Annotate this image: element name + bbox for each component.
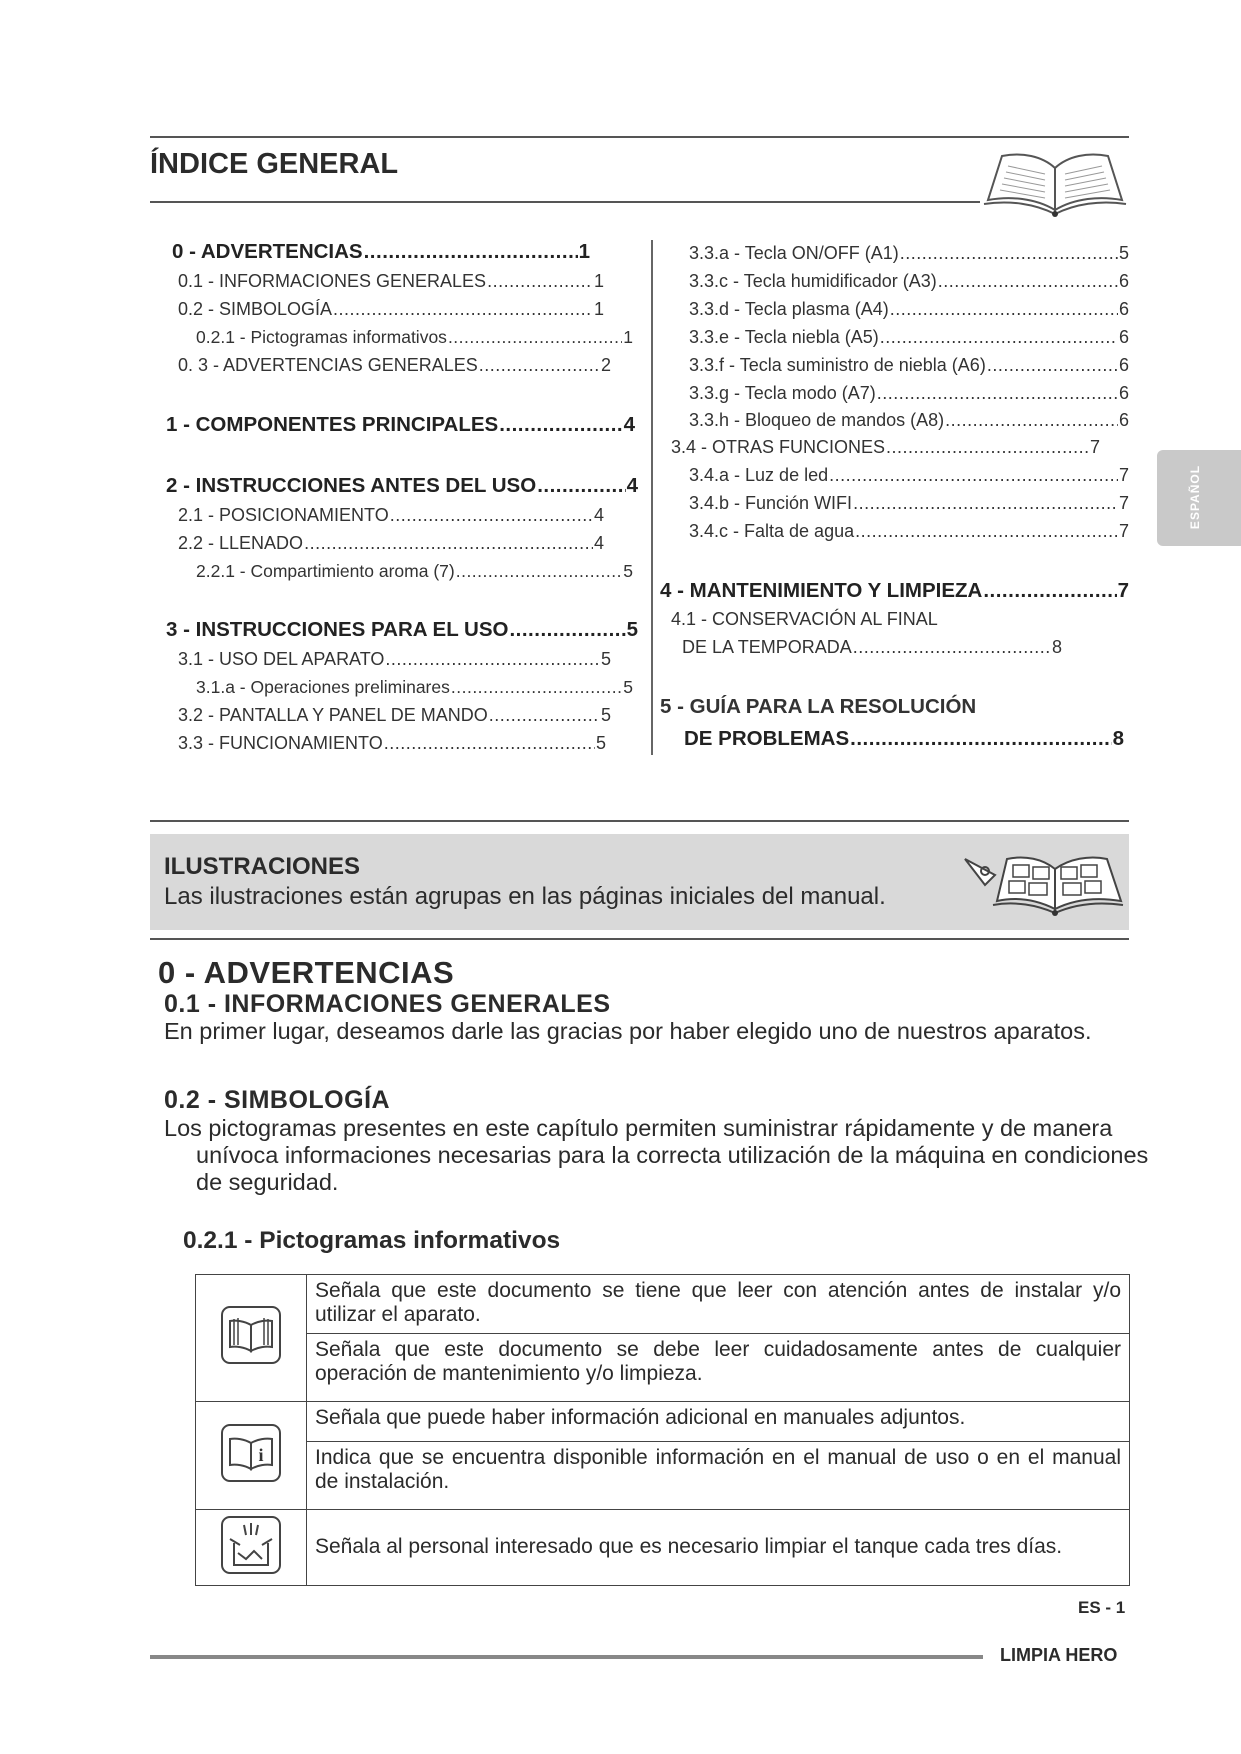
toc-item[interactable]: [689, 355, 1129, 376]
toc-item[interactable]: [689, 299, 1129, 320]
toc-item[interactable]: [660, 579, 1129, 603]
toc-page: 6: [1118, 299, 1129, 319]
toc-label: 0.2 - SIMBOLOGÍA: [178, 299, 333, 319]
manual-info-icon: [220, 1423, 282, 1483]
toc-page: 6: [1118, 327, 1129, 347]
toc-page: 4: [593, 533, 604, 553]
toc-item[interactable]: [689, 493, 1129, 514]
toc-item[interactable]: [196, 561, 633, 582]
toc-item[interactable]: [166, 474, 638, 498]
toc-item[interactable]: [178, 533, 604, 554]
clean-tank-icon: [220, 1515, 282, 1575]
language-tab[interactable]: [1157, 450, 1241, 546]
toc-label: 0.2.1 - Pictogramas informativos: [196, 327, 447, 347]
toc-page: 5: [623, 561, 633, 581]
toc-page: 1: [623, 327, 633, 347]
toc-page: 7: [1089, 437, 1100, 457]
page-title: ÍNDICE GENERAL: [150, 148, 399, 180]
section-02-line1: Los pictogramas presentes en este capítulo permiten suministrar rápidamente y de manera: [164, 1115, 1113, 1141]
toc-page: 6: [1118, 271, 1129, 291]
toc-label: 3.3.f - Tecla suministro de niebla (A6): [689, 355, 986, 375]
toc-item[interactable]: [196, 677, 633, 698]
toc-label: 3.4.a - Luz de led: [689, 465, 829, 485]
table-row: [196, 1442, 1130, 1510]
toc-item[interactable]: [166, 413, 635, 437]
toc-label: 3.3.c - Tecla humidificador (A3): [689, 271, 937, 291]
toc-page: 7: [1118, 493, 1129, 513]
toc-item[interactable]: [689, 327, 1129, 348]
toc-item-line1[interactable]: 5 - GUÍA PARA LA RESOLUCIÓN: [660, 695, 977, 718]
toc-label: 1 - COMPONENTES PRINCIPALES: [166, 413, 499, 436]
table-row: [196, 1275, 1130, 1334]
section-0-title: 0 - ADVERTENCIAS: [158, 955, 455, 990]
toc-item-line1[interactable]: 4.1 - CONSERVACIÓN AL FINAL: [671, 609, 938, 629]
toc-item[interactable]: [689, 243, 1129, 264]
toc-page: 6: [1118, 410, 1129, 430]
toc-item[interactable]: [178, 355, 611, 376]
product-name: LIMPIA HERO: [1000, 1645, 1118, 1665]
ilus-bottom-rule: [150, 938, 1129, 940]
toc-page: 6: [1118, 383, 1129, 403]
section-02-line3: de seguridad.: [196, 1169, 339, 1195]
toc-item[interactable]: [172, 240, 590, 264]
toc-page: 1: [593, 299, 604, 319]
svg-text:i: i: [258, 1444, 264, 1465]
toc-item[interactable]: [689, 465, 1129, 486]
toc-label: 2.2.1 - Compartimiento aroma (7): [196, 561, 455, 581]
toc-label: 3.4.b - Función WIFI: [689, 493, 853, 513]
toc-label: 3 - INSTRUCCIONES PARA EL USO: [166, 618, 509, 641]
toc-item[interactable]: [684, 727, 1124, 751]
toc-page: 1: [578, 240, 590, 263]
toc-page: 4: [593, 505, 604, 525]
toc-label: 2.2 - LLENADO: [178, 533, 304, 553]
footer-rule: [150, 1655, 983, 1659]
toc-label: 3.3 - FUNCIONAMIENTO: [178, 733, 383, 753]
toc-label: 3.3.h - Bloqueo de mandos (A8): [689, 410, 945, 430]
toc-label: 0. 3 - ADVERTENCIAS GENERALES: [178, 355, 478, 375]
toc-label: 4 - MANTENIMIENTO Y LIMPIEZA: [660, 579, 983, 602]
open-book-icon: [980, 148, 1130, 218]
top-rule: [150, 136, 1129, 138]
toc-page: 4: [623, 413, 635, 436]
toc-label: 2.1 - POSICIONAMIENTO: [178, 505, 389, 525]
pictogram-description: Señala al personal interesado que es necesario limpiar el tanque cada tres días.: [307, 1510, 1130, 1586]
toc-page: 5: [626, 618, 638, 641]
toc-label: 3.3.a - Tecla ON/OFF (A1): [689, 243, 899, 263]
table-row: [196, 1402, 1130, 1442]
toc-item[interactable]: [166, 618, 638, 642]
toc-page: 1: [593, 271, 604, 291]
pictogram-description: Indica que se encuentra disponible información en el manual de uso o en el manual de instalación.: [307, 1442, 1130, 1510]
section-02-line2: unívoca informaciones necesarias para la correcta utilización de la máquina en condiciones: [196, 1142, 1149, 1168]
toc-page: 5: [595, 733, 606, 753]
toc-item[interactable]: [689, 271, 1129, 292]
toc-item[interactable]: [689, 521, 1129, 542]
toc-page: 4: [626, 474, 638, 497]
column-divider: [651, 240, 653, 755]
toc-page: 7: [1118, 465, 1129, 485]
pictogram-table: [195, 1274, 1130, 1586]
read-manual-icon: [220, 1305, 282, 1365]
toc-label: 3.3.g - Tecla modo (A7): [689, 383, 876, 403]
toc-page: 6: [1118, 355, 1129, 375]
toc-item[interactable]: [178, 733, 606, 754]
toc-page: 5: [1118, 243, 1129, 263]
table-row: [196, 1334, 1130, 1402]
toc-page: 5: [600, 649, 611, 669]
toc-page: 7: [1117, 579, 1129, 602]
toc-page: 7: [1118, 521, 1129, 541]
toc-label: 3.1.a - Operaciones preliminares: [196, 677, 450, 697]
section-02-title: 0.2 - SIMBOLOGÍA: [164, 1086, 391, 1114]
toc-label: DE LA TEMPORADA: [682, 637, 852, 657]
toc-label: 3.4 - OTRAS FUNCIONES: [671, 437, 886, 457]
toc-label: DE PROBLEMAS: [684, 727, 850, 750]
illustrations-title: ILUSTRACIONES: [164, 853, 361, 880]
toc-item[interactable]: [178, 299, 604, 320]
pictogram-cell: [196, 1402, 307, 1510]
toc-item[interactable]: [178, 505, 604, 526]
toc-item[interactable]: [689, 383, 1129, 404]
toc-item[interactable]: [178, 705, 611, 726]
ilus-top-rule: [150, 820, 1129, 822]
pictogram-description: Señala que este documento se debe leer cuidadosamente antes de cualquier operación de mantenimiento y/o limpieza.: [307, 1334, 1130, 1402]
toc-item[interactable]: [178, 271, 604, 292]
title-underline: [150, 201, 980, 203]
pictogram-cell: [196, 1275, 307, 1402]
toc-label: 3.3.e - Tecla niebla (A5): [689, 327, 879, 347]
toc-item[interactable]: [689, 410, 1129, 431]
toc-page: 8: [1112, 727, 1124, 750]
section-01-text: En primer lugar, deseamos darle las gracias por haber elegido uno de nuestros aparatos.: [164, 1018, 1092, 1044]
toc-page: 8: [1051, 637, 1062, 657]
toc-page: 2: [600, 355, 611, 375]
toc-label: 3.4.c - Falta de agua: [689, 521, 855, 541]
toc-label: 2 - INSTRUCCIONES ANTES DEL USO: [166, 474, 537, 497]
toc-item[interactable]: [196, 327, 633, 348]
language-tab-label: ESPAÑOL: [1188, 464, 1203, 530]
illustrations-text: Las ilustraciones están agrupas en las páginas iniciales del manual.: [164, 883, 886, 910]
illustrated-book-icon: [955, 845, 1127, 917]
toc-page: 5: [623, 677, 633, 697]
toc-item[interactable]: [682, 637, 1062, 658]
pictogram-description: Señala que puede haber información adicional en manuales adjuntos.: [307, 1402, 1130, 1442]
toc-label: 3.2 - PANTALLA Y PANEL DE MANDO: [178, 705, 488, 725]
toc-label: 0.1 - INFORMACIONES GENERALES: [178, 271, 487, 291]
toc-label: 0 - ADVERTENCIAS: [172, 240, 363, 263]
section-021-title: 0.2.1 - Pictogramas informativos: [183, 1227, 561, 1254]
toc-page: 5: [600, 705, 611, 725]
pictogram-description: Señala que este documento se tiene que leer con atención antes de instalar y/o utilizar el aparato.: [307, 1275, 1130, 1334]
toc-item[interactable]: [671, 437, 1100, 458]
toc-item[interactable]: [178, 649, 611, 670]
toc-label: 3.3.d - Tecla plasma (A4): [689, 299, 889, 319]
pictogram-cell: [196, 1510, 307, 1586]
table-row: [196, 1510, 1130, 1586]
section-01-title: 0.1 - INFORMACIONES GENERALES: [164, 990, 611, 1018]
toc-label: 3.1 - USO DEL APARATO: [178, 649, 385, 669]
page-number: ES - 1: [1078, 1598, 1126, 1617]
